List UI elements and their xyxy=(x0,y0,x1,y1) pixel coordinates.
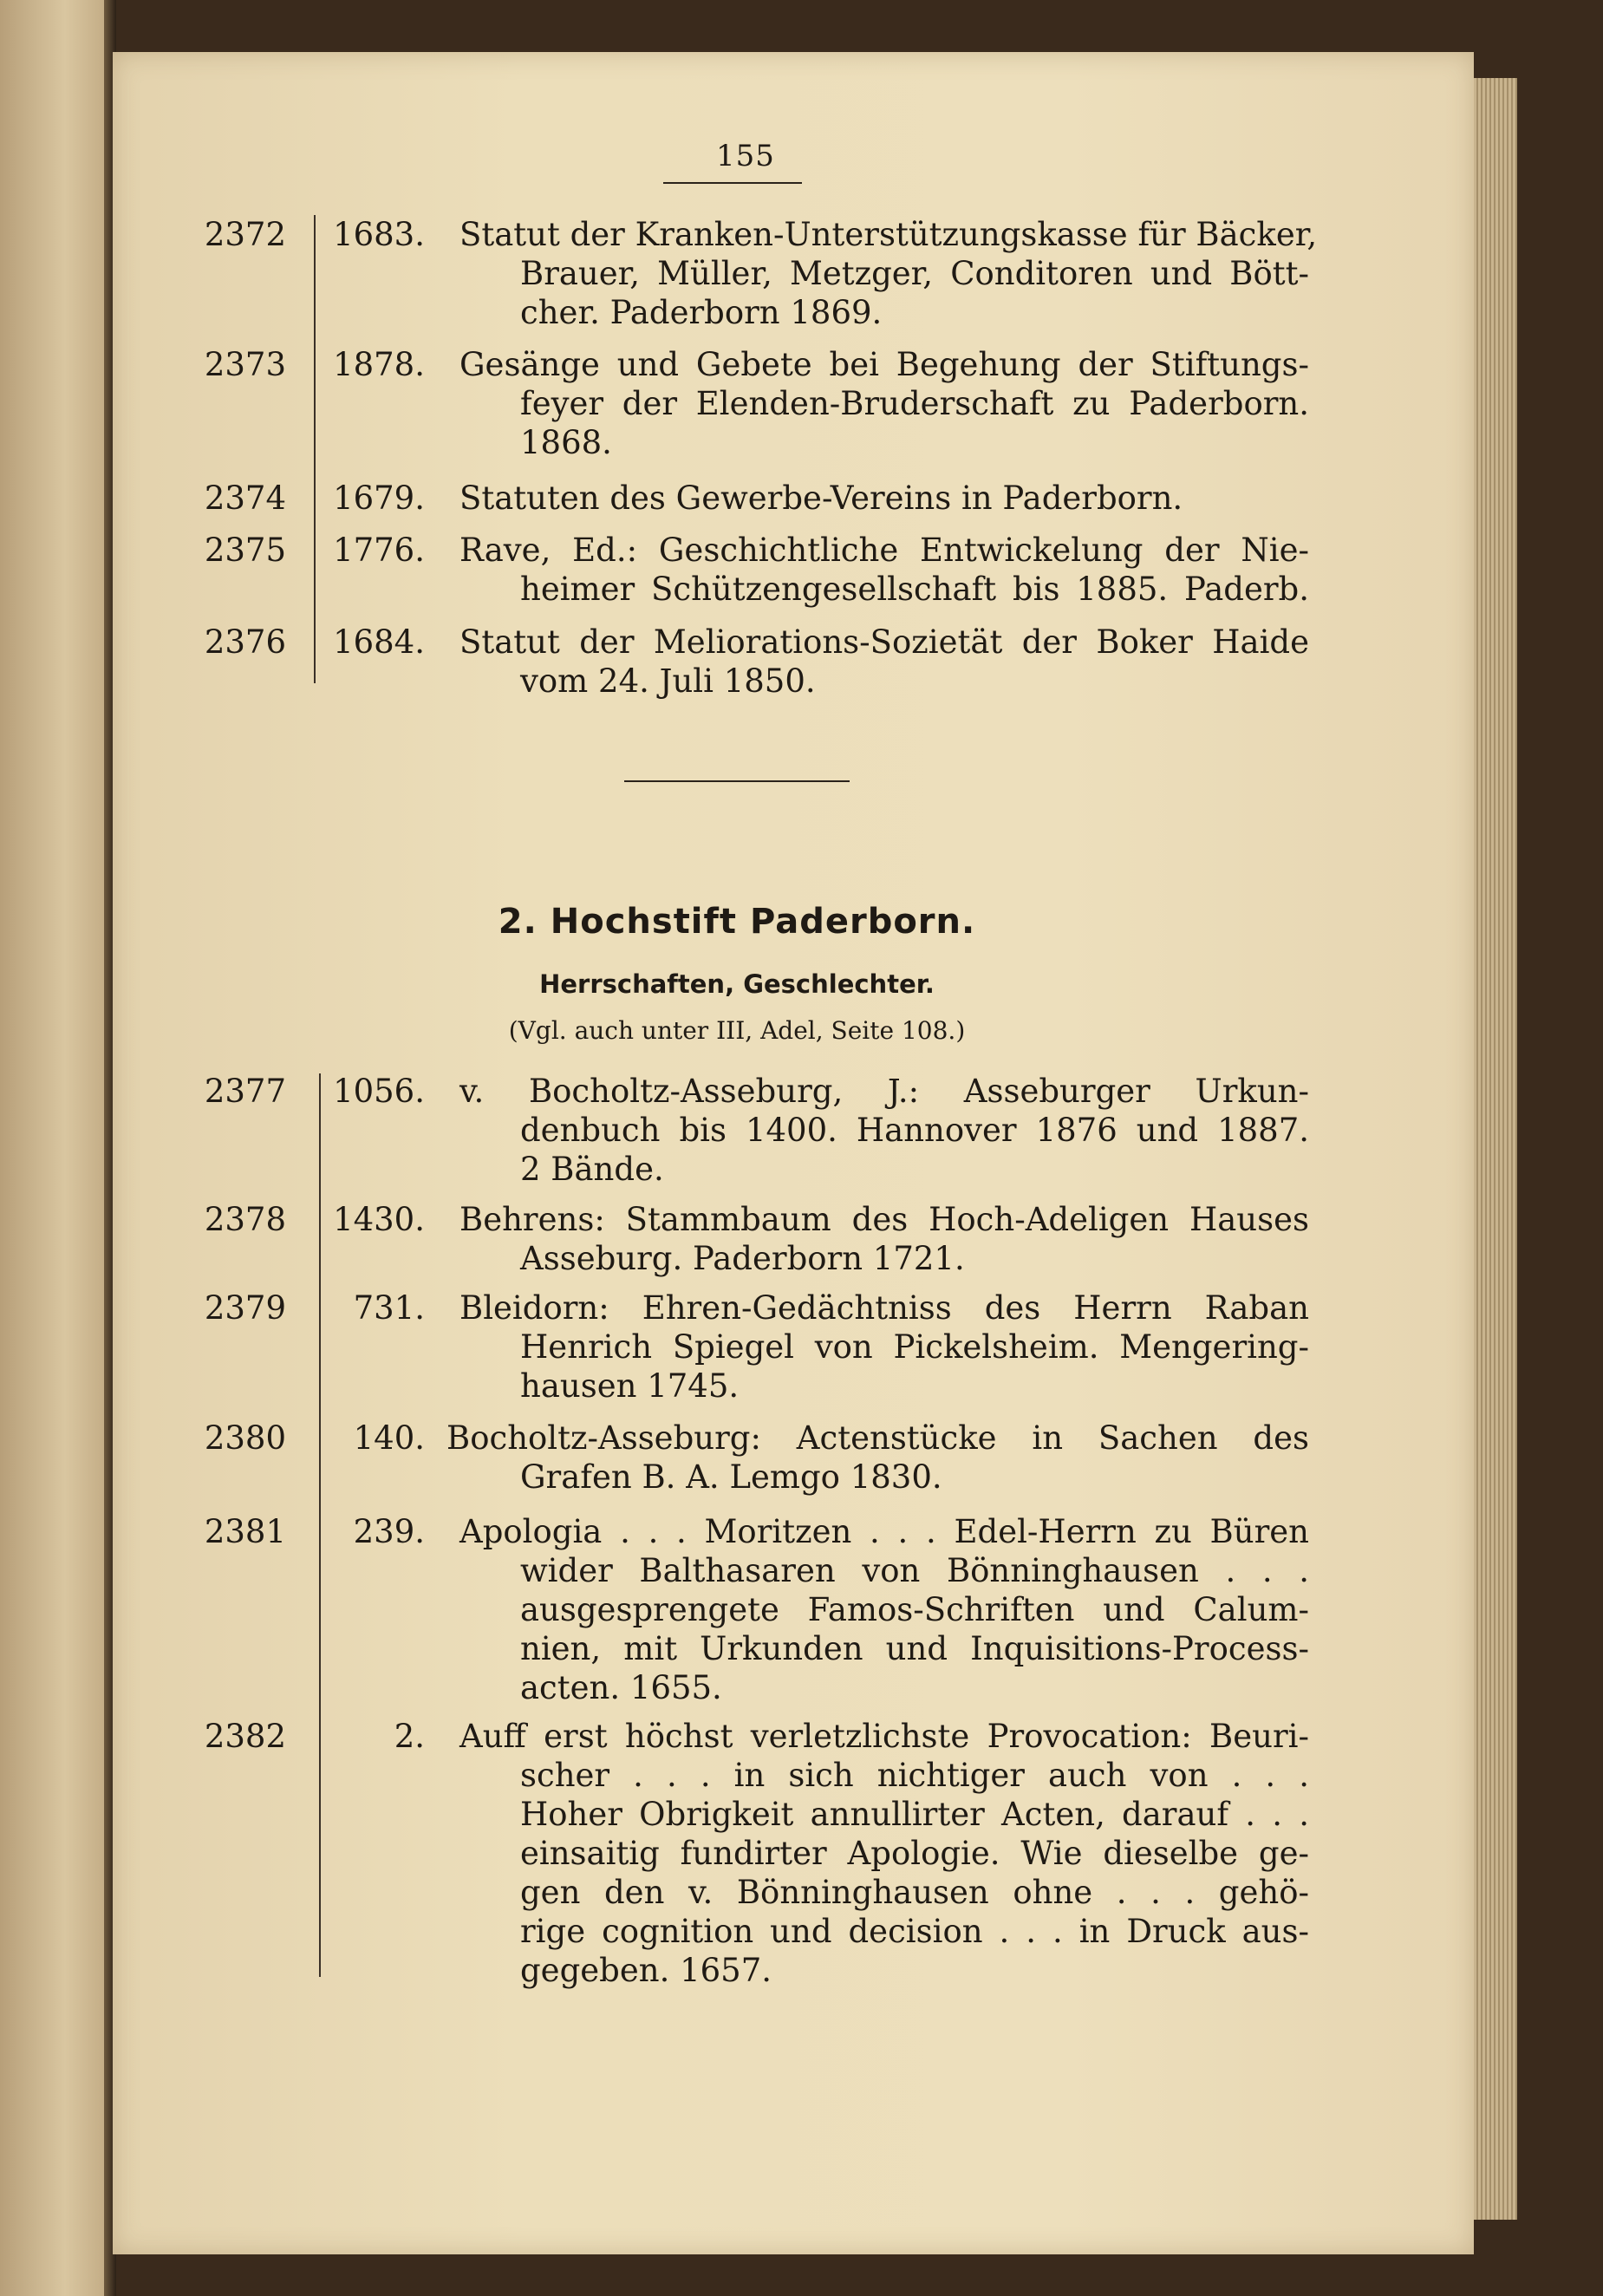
entry-description xyxy=(459,1717,1309,1990)
shelf-number: 239. xyxy=(353,1513,425,1550)
shelf-number: 1056. xyxy=(333,1073,425,1110)
description-line: Bleidorn: Ehren-Gedächtniss des Herrn Raban xyxy=(459,1289,1309,1327)
description-line: Asseburg. Paderborn 1721. xyxy=(520,1240,965,1277)
description-line: nien, mit Urkunden und Inquisitions-Process- xyxy=(520,1630,1309,1667)
description-line: Auff erst höchst verletzlichste Provocation: Beuri- xyxy=(459,1718,1309,1755)
entry-description xyxy=(459,1288,1309,1406)
catalog-number: 2381 xyxy=(204,1513,286,1550)
description-line: hausen 1745. xyxy=(520,1367,740,1405)
description-line: rige cognition und decision . . . in Druck aus- xyxy=(520,1913,1309,1950)
section-divider xyxy=(624,780,850,782)
description-line: Henrich Spiegel von Pickelsheim. Mengering- xyxy=(520,1328,1309,1366)
shelf-number: 1878. xyxy=(333,346,425,383)
description-line: Statut der Kranken-Unterstützungskasse für Bäcker, xyxy=(459,216,1318,253)
catalog-number: 2375 xyxy=(204,532,286,569)
description-line: scher . . . in sich nichtiger auch von . . . xyxy=(520,1757,1309,1794)
description-line: Behrens: Stammbaum des Hoch-Adeligen Hauses xyxy=(459,1201,1309,1238)
description-line: Rave, Ed.: Geschichtliche Entwickelung der Nie- xyxy=(459,532,1309,569)
entry-description xyxy=(459,623,1309,701)
description-line: Hoher Obrigkeit annullirter Acten, darauf . . . xyxy=(520,1796,1309,1833)
catalog-number: 2378 xyxy=(204,1201,286,1238)
shelf-number: 140. xyxy=(353,1419,425,1457)
entry-description xyxy=(459,215,1318,332)
entry-description xyxy=(459,531,1309,609)
description-line: feyer der Elenden-Bruderschaft zu Paderborn. xyxy=(520,385,1309,422)
description-line: gen den v. Bönninghausen ohne . . . gehö- xyxy=(520,1874,1309,1911)
catalog-number: 2382 xyxy=(204,1718,286,1755)
description-line: Statuten des Gewerbe-Vereins in Paderborn. xyxy=(459,479,1183,517)
description-line: acten. 1655. xyxy=(520,1669,722,1706)
catalog-number: 2379 xyxy=(204,1289,286,1327)
entry-description xyxy=(459,345,1309,462)
shelf-number: 731. xyxy=(353,1289,425,1327)
catalog-number: 2376 xyxy=(204,623,286,661)
page-edges xyxy=(1474,78,1517,2220)
shelf-number: 1430. xyxy=(333,1201,425,1238)
shelf-number: 1776. xyxy=(333,532,425,569)
page-number-rule xyxy=(663,182,802,184)
shelf-number: 1679. xyxy=(333,479,425,517)
section-heading: 2. Hochstift Paderborn. xyxy=(498,902,976,942)
description-line: wider Balthasaren von Bönninghausen . . . xyxy=(520,1552,1309,1589)
description-line: cher. Paderborn 1869. xyxy=(520,294,883,331)
shelf-number: 1683. xyxy=(333,216,425,253)
column-rule-top xyxy=(314,215,316,683)
page-number: 155 xyxy=(716,139,775,173)
description-line: Statut der Meliorations-Sozietät der Boker Haide xyxy=(459,623,1309,661)
description-line: 2 Bände. xyxy=(520,1151,664,1188)
catalog-number: 2374 xyxy=(204,479,286,517)
description-line: v. Bocholtz-Asseburg, J.: Asseburger Urkun- xyxy=(459,1073,1309,1110)
catalog-number: 2380 xyxy=(204,1419,286,1457)
entry-description xyxy=(459,1200,1309,1278)
description-line: heimer Schützengesellschaft bis 1885. Paderb. xyxy=(520,571,1309,608)
description-line: Gesänge und Gebete bei Begehung der Stiftungs- xyxy=(459,346,1309,383)
shelf-number: 2. xyxy=(394,1718,425,1755)
section-note: (Vgl. auch unter III, Adel, Seite 108.) xyxy=(508,1016,966,1045)
catalog-number: 2377 xyxy=(204,1073,286,1110)
description-line: Bocholtz-Asseburg: Actenstücke in Sachen des xyxy=(446,1419,1309,1457)
entry-description xyxy=(459,1512,1309,1707)
entry-description xyxy=(446,1419,1309,1497)
left-page-edge xyxy=(0,0,108,2296)
section-subheading: Herrschaften, Geschlechter. xyxy=(539,969,935,999)
description-line: 1868. xyxy=(520,424,612,461)
description-line: denbuch bis 1400. Hannover 1876 und 1887. xyxy=(520,1112,1309,1149)
catalog-number: 2372 xyxy=(204,216,286,253)
entry-description xyxy=(459,1072,1309,1189)
description-line: vom 24. Juli 1850. xyxy=(520,662,816,700)
description-line: ausgesprengete Famos-Schriften und Calum- xyxy=(520,1591,1309,1628)
shelf-number: 1684. xyxy=(333,623,425,661)
description-line: einsaitig fundirter Apologie. Wie dieselbe ge- xyxy=(520,1835,1309,1872)
description-line: Grafen B. A. Lemgo 1830. xyxy=(520,1458,942,1496)
description-line: Apologia . . . Moritzen . . . Edel-Herrn zu Büren xyxy=(459,1513,1309,1550)
catalog-number: 2373 xyxy=(204,346,286,383)
entry-description xyxy=(459,479,1309,518)
description-line: gegeben. 1657. xyxy=(520,1952,772,1989)
description-line: Brauer, Müller, Metzger, Conditoren und Bött- xyxy=(520,255,1309,292)
